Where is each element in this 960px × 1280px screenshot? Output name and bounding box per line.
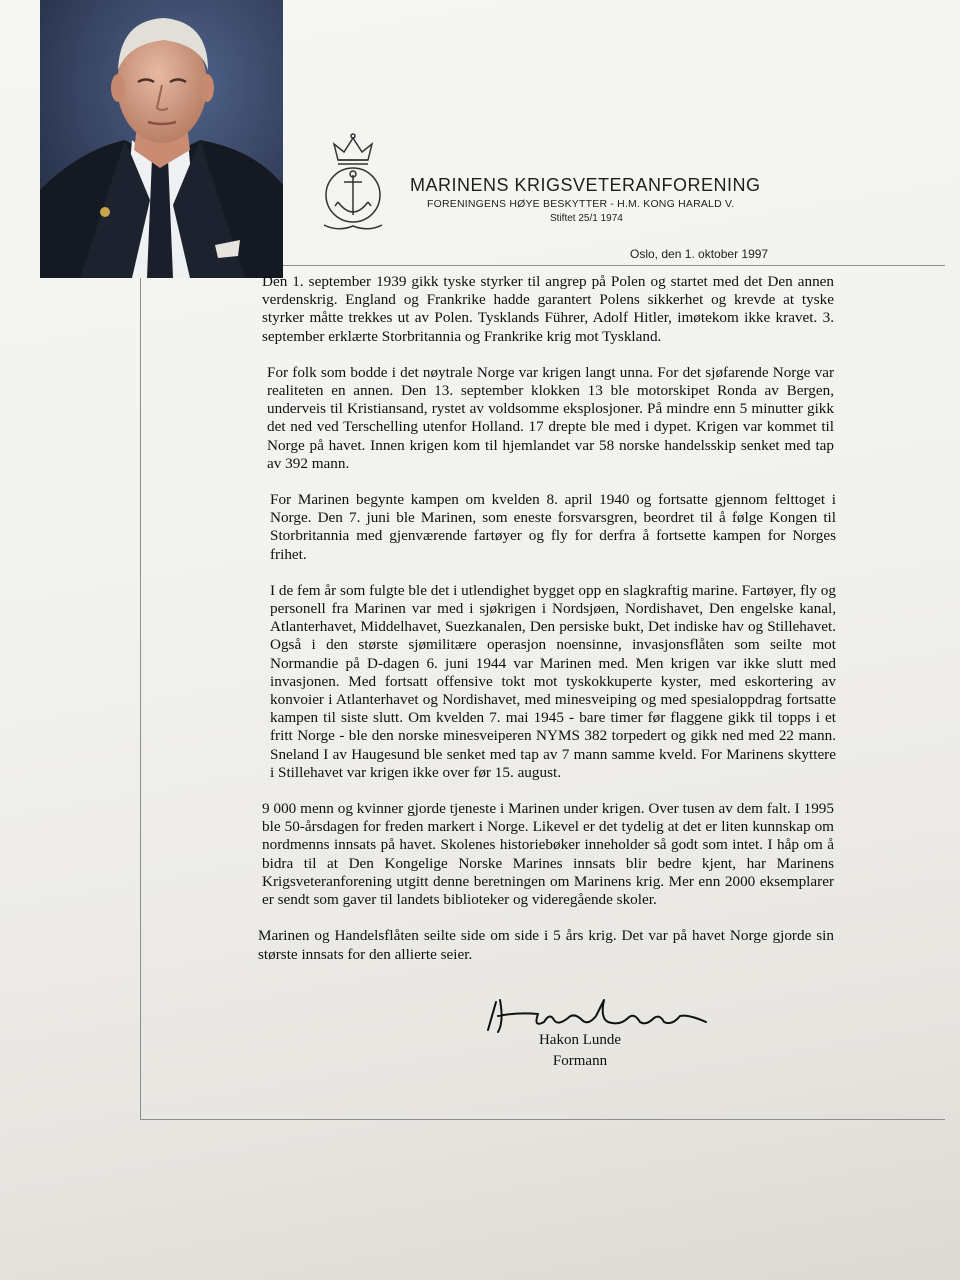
signer-title: Formann <box>552 1053 608 1069</box>
organization-name: MARINENS KRIGSVETERANFORENING <box>410 175 761 195</box>
signer-block <box>520 1030 640 1072</box>
patron-line: FORENINGENS HØYE BESKYTTER - H.M. KONG HARALD V. <box>427 198 735 210</box>
letterhead <box>410 175 810 224</box>
paragraph-4: I de fem år som fulgte ble det i utlendighet bygget opp en slagkraftig marine. Fartøyer, fly og personell fra Marinen var med i sjøkrigen i Nordsjøen, Nordishavet, Den engelske kanal, Atlanterhavet, Middelhavet, Suezkanalen, Den persiske bukt, Det indiske hav og Stillehavet. Også i den største sjømilitære operasjon noensinne, invasjonsflåten som seilte mot Normandie på D-dagen 6. juni 1944 var Marinen med. Men krigen var ikke slutt med invasjonen. Med fortsatt offensive tokt mot tyskokkuperte kyster, med eskortering av konvoier i Atlanterhavet og Nordishavet, med minesveiping og med spesialoppdrag fortsatte kampen til siste slutt. Om kvelden 7. mai 1945 - bare timer før flaggene gikk til topps i et fritt Norge - ble den norske minesveiperen NYMS 382 torpedert og gikk ned med 22 mann. Sneland I av Haugesund ble senket med tap av 7 mann samme kveld. For Marinens skyttere i Stillehavet var krigen ikke over før 15. august. <box>270 581 836 781</box>
paragraph-2: For folk som bodde i det nøytrale Norge var krigen langt unna. For det sjøfarende Norge var realiteten en annen. Den 13. september klokken 13 ble motorskipet Ronda av Bergen, underveis til Kristiansand, rystet av voldsomme eksplosjoner. På mindre enn 5 minutter gikk det ned ved Terschelling utenfor Holland. 17 drepte ble med i dypet. Krigen var kommet til Norge på havet. Innen krigen kom til hjemlandet var 58 norske handelsskip senket med tap av 392 mann. <box>267 363 834 472</box>
naval-veterans-emblem <box>318 130 388 240</box>
signer-name: Hakon Lunde <box>538 1032 622 1048</box>
letter-body <box>258 273 836 982</box>
founded-date: Stiftet 25/1 1974 <box>550 213 623 224</box>
paragraph-6: Marinen og Handelsflåten seilte side om side i 5 års krig. Det var på havet Norge gjorde sin største innsats for den allierte seier. <box>258 927 834 963</box>
paragraph-5: 9 000 menn og kvinner gjorde tjeneste i Marinen under krigen. Over tusen av dem falt. I 1995 ble 50-årsdagen for freden markert i Norge. Likevel er det tydelig at det er liten kunnskap om nordmenns innsats på havet. Skolenes historiebøker inneholder så godt som intet. I håp om å bidra til at Den Kongelige Norske Marines innsats blir bedre kjent, har Marinens Krigsveteranforening utgitt denne beretningen om Marinens krig. Mer enn 2000 eksemplarer er sendt som gaver til landets biblioteker og videregående skoler. <box>262 800 834 909</box>
paragraph-1: Den 1. september 1939 gikk tyske styrker til angrep på Polen og startet med det Den annen verdenskrig. England og Frankrike hadde garantert Polens sikkerhet og krevde at tyske styrker måtte trekkes ut av Polen. Tysklands Führer, Adolf Hitler, imøtekom ikke kravet. 3. september erklærte Storbritannia og Frankrike krig mot Tyskland. <box>262 273 834 345</box>
portrait-photo <box>40 0 283 278</box>
dateline: Oslo, den 1. oktober 1997 <box>630 247 769 261</box>
paragraph-3: For Marinen begynte kampen om kvelden 8. april 1940 og fortsatte gjennom felttoget i Norge. Den 7. juni ble Marinen, som eneste forsvarsgren, beordret til å følge Kongen til Storbritannia med gjenværende fartøyer og fly for derfra å fortsette kampen for Norges frihet. <box>270 491 836 563</box>
